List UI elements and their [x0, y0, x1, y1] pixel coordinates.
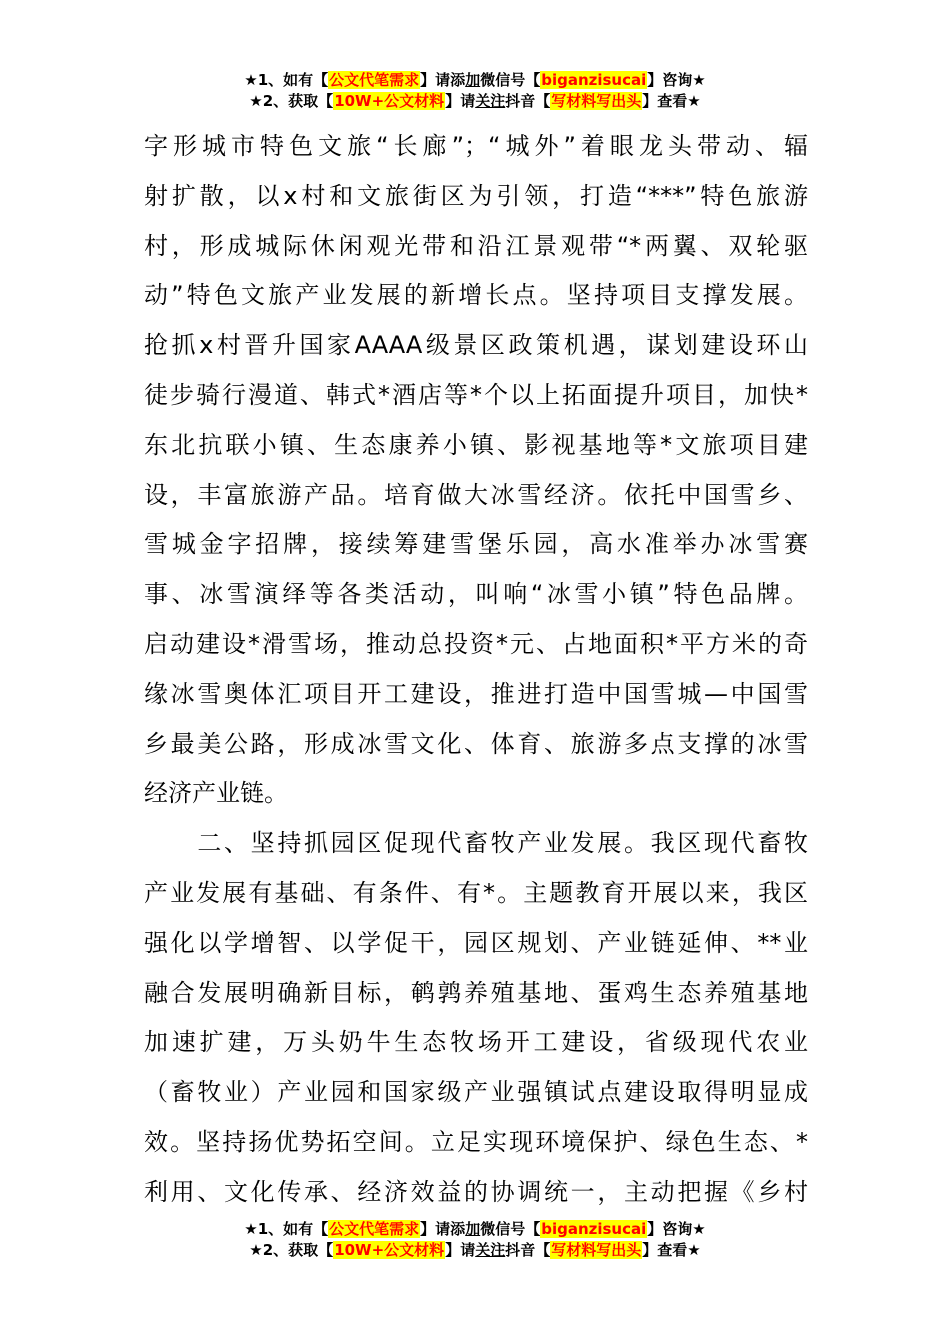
header-banner-line-2: [0, 91, 950, 112]
banner-highlight: biganzisucai: [541, 71, 647, 89]
body-line: 事、冰雪演绎等各类活动，叫响“冰雪小镇”特色品牌。: [144, 580, 808, 609]
header-banner-line-1: [0, 70, 950, 91]
body-line: 缘冰雪奥体汇项目开工建设，推进打造中国雪城—中国雪: [144, 679, 808, 708]
banner-text: ★2、获取【: [249, 92, 334, 110]
body-line: 设，丰富旅游产品。培育做大冰雪经济。依托中国雪乡、: [144, 480, 808, 509]
document-body: [144, 122, 808, 1218]
banner-text: 微信号【: [480, 1220, 541, 1238]
body-line: 徒步骑行漫道、韩式*酒店等*个以上拓面提升项目，加快*: [144, 380, 808, 409]
banner-text: 】请添: [420, 71, 466, 89]
body-line: 二、坚持抓园区促现代畜牧产业发展。我区现代畜牧: [144, 829, 808, 858]
body-line: 启动建设*滑雪场，推动总投资*元、占地面积*平方米的奇: [144, 629, 808, 658]
body-line: 村，形成城际休闲观光带和沿江景观带“*两翼、双轮驱: [144, 231, 808, 260]
banner-text: ★2、获取【: [249, 1241, 334, 1259]
banner-text: 抖音【: [505, 92, 551, 110]
body-line: 融合发展明确新目标，鹌鹑养殖基地、蛋鸡生态养殖基地: [144, 978, 808, 1007]
banner-highlight: biganzisucai: [541, 1220, 647, 1238]
header-banner: [0, 70, 950, 112]
banner-text: 】咨询★: [647, 1220, 706, 1238]
banner-highlight: 公文代笔需求: [329, 1220, 420, 1238]
footer-banner-line-1: [0, 1219, 950, 1240]
body-line: （畜牧业）产业园和国家级产业强镇试点建设取得明显成: [144, 1078, 808, 1107]
banner-highlight: 写材料写出头: [551, 1241, 642, 1259]
banner-text: 】查看★: [642, 1241, 701, 1259]
banner-underlined-text: 加: [465, 1220, 481, 1238]
banner-highlight: 10W+公文材料: [334, 92, 445, 110]
body-line: 东北抗联小镇、生态康养小镇、影视基地等*文旅项目建: [144, 430, 808, 459]
banner-text: ★1、如有【: [244, 71, 329, 89]
banner-text: 】请添: [420, 1220, 466, 1238]
body-line: 动”特色文旅产业发展的新增长点。坚持项目支撑发展。: [144, 281, 808, 310]
body-line: 强化以学增智、以学促干，园区规划、产业链延伸、**业: [144, 928, 808, 957]
body-line: 射扩散，以x村和文旅街区为引领，打造“***”特色旅游: [144, 181, 808, 210]
banner-highlight: 10W+公文材料: [334, 1241, 445, 1259]
body-line: 雪城金字招牌，接续筹建雪堡乐园，高水准举办冰雪赛: [144, 530, 808, 559]
banner-text: 】请: [445, 92, 476, 110]
banner-text: 】咨询★: [647, 71, 706, 89]
banner-highlight: 写材料写出头: [551, 92, 642, 110]
banner-text: 】请: [445, 1241, 476, 1259]
banner-text: 微信号【: [480, 71, 541, 89]
banner-underlined-text: 关注: [475, 92, 506, 110]
banner-text: ★1、如有【: [244, 1220, 329, 1238]
banner-underlined-text: 加: [465, 71, 481, 89]
body-line: 效。坚持扬优势拓空间。立足实现环境保护、绿色生态、*: [144, 1127, 808, 1156]
body-line: 利用、文化传承、经济效益的协调统一，主动把握《乡村: [144, 1177, 808, 1206]
body-line: 字形城市特色文旅“长廊”；“城外”着眼龙头带动、辐: [144, 132, 808, 160]
banner-underlined-text: 关注: [475, 1241, 506, 1259]
banner-highlight: 公文代笔需求: [329, 71, 420, 89]
body-line: 产业发展有基础、有条件、有*。主题教育开展以来，我区: [144, 878, 808, 907]
banner-text: 】查看★: [642, 92, 701, 110]
footer-banner-line-2: [0, 1240, 950, 1261]
body-line: 加速扩建，万头奶牛生态牧场开工建设，省级现代农业: [144, 1028, 808, 1057]
footer-banner: [0, 1219, 950, 1261]
body-line: 经济产业链。: [144, 779, 288, 808]
banner-text: 抖音【: [505, 1241, 551, 1259]
body-line: 抢抓x村晋升国家AAAA级景区政策机遇，谋划建设环山: [144, 331, 808, 360]
body-line: 乡最美公路，形成冰雪文化、体育、旅游多点支撑的冰雪: [144, 729, 808, 758]
